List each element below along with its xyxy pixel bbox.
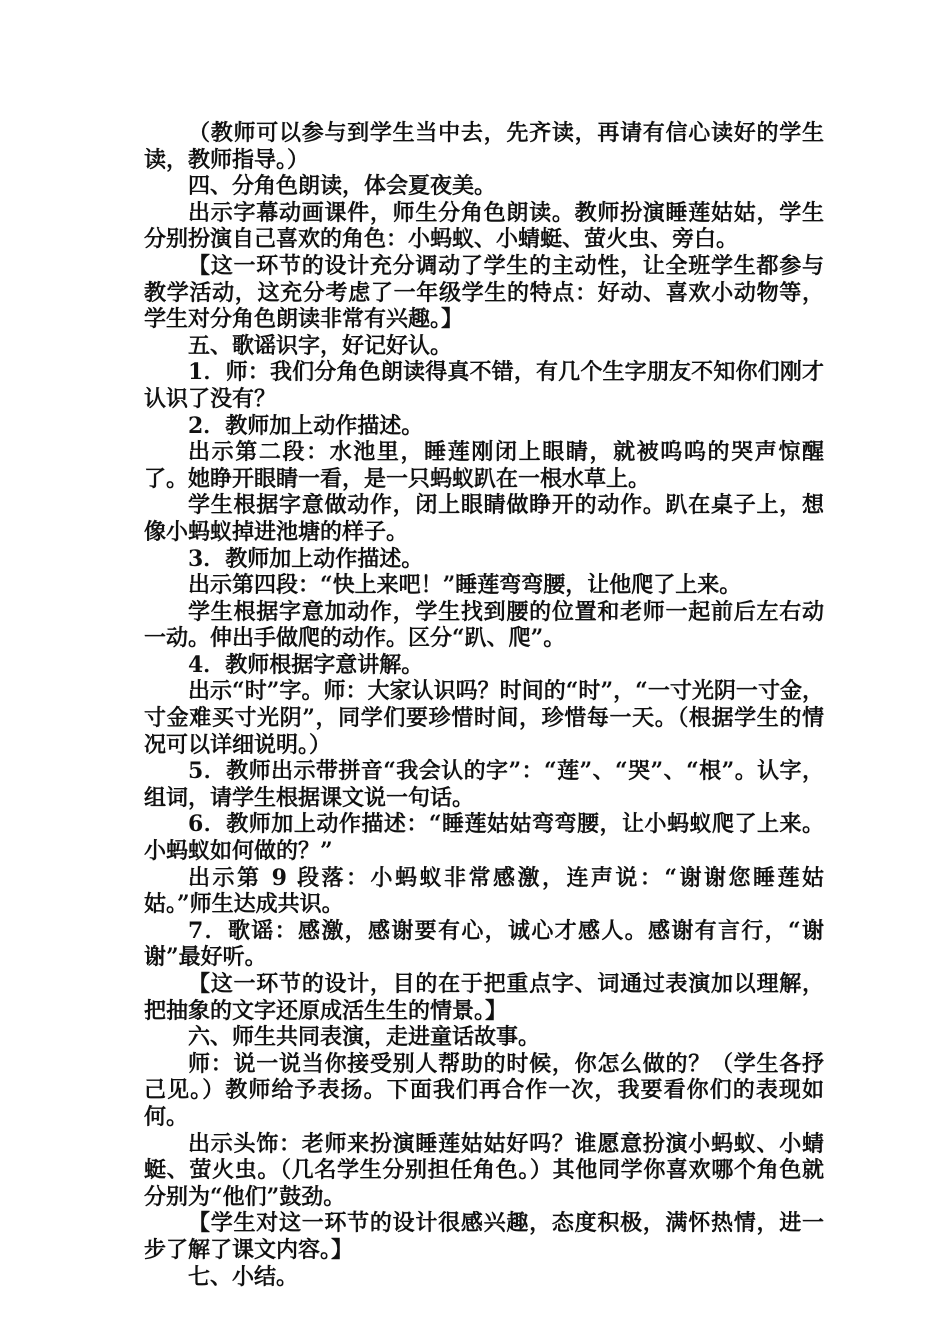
paragraph: 6．教师加上动作描述：“睡莲姑姑弯弯腰，让小蚂蚁爬了上来。小蚂蚁如何做的？” — [144, 811, 824, 865]
paragraph: 出示第 9 段落：小蚂蚁非常感激，连声说：“谢谢您睡莲姑姑。”师生达成共识。 — [144, 864, 824, 918]
paragraph: 2．教师加上动作描述。 — [188, 412, 424, 439]
paragraph: 师：说一说当你接受别人帮助的时候，你怎么做的？（学生各抒己见。）教师给予表扬。下面我们再合作一次，我要看你们的表现如何。 — [144, 1050, 824, 1130]
paragraph: 7．歌谣：感激，感谢要有心，诚心才感人。感谢有言行，“谢谢”最好听。 — [144, 917, 824, 971]
paragraph: 【学生对这一环节的设计很感兴趣，态度积极，满怀热情，进一步了解了课文内容。】 — [144, 1210, 824, 1263]
document-body — [144, 120, 824, 1290]
paragraph: 3．教师加上动作描述。 — [188, 545, 424, 572]
section-heading: 四、分角色朗读，体会夏夜美。 — [188, 173, 497, 200]
paragraph: 出示头饰：老师来扮演睡莲姑姑好吗？谁愿意扮演小蚂蚁、小蜻蜓、萤火虫。（几名学生分别担任角色。）其他同学你喜欢哪个角色就分别为“他们”鼓劲。 — [144, 1130, 824, 1210]
section-heading: 七、小结。 — [188, 1263, 299, 1290]
paragraph: 【这一环节的设计充分调动了学生的主动性，让全班学生都参与教学活动，这充分考虑了一年级学生的特点：好动、喜欢小动物等，学生对分角色朗读非常有兴趣。】 — [144, 252, 824, 333]
paragraph: 出示“时”字。师：大家认识吗？时间的“时”，“一寸光阴一寸金，寸金难买寸光阴”，同学们要珍惜时间，珍惜每一天。（根据学生的情况可以详细说明。） — [144, 678, 824, 758]
paragraph: 【这一环节的设计，目的在于把重点字、词通过表演加以理解，把抽象的文字还原成活生生的情景。】 — [144, 971, 824, 1024]
paragraph: 5．教师出示带拼音“我会认的字”：“莲”、“哭”、“根”。认字，组词，请学生根据课文说一句话。 — [144, 758, 824, 811]
paragraph: 出示第二段：水池里，睡莲刚闭上眼睛，就被呜呜的哭声惊醒了。她睁开眼睛一看，是一只蚂蚁趴在一根水草上。 — [144, 439, 824, 492]
paragraph: 出示字幕动画课件，师生分角色朗读。教师扮演睡莲姑姑，学生分别扮演自己喜欢的角色：小蚂蚁、小蜻蜓、萤火虫、旁白。 — [144, 199, 824, 253]
paragraph: 学生根据字意加动作，学生找到腰的位置和老师一起前后左右动一动。伸出手做爬的动作。区分“趴、爬”。 — [144, 598, 824, 652]
paragraph: 4．教师根据字意讲解。 — [188, 651, 424, 678]
paragraph: （教师可以参与到学生当中去，先齐读，再请有信心读好的学生读，教师指导。） — [144, 120, 824, 173]
paragraph: 学生根据字意做动作，闭上眼睛做睁开的动作。趴在桌子上，想像小蚂蚁掉进池塘的样子。 — [144, 492, 824, 545]
paragraph: 出示第四段：“快上来吧！”睡莲弯弯腰，让他爬了上来。 — [188, 572, 742, 599]
paragraph: 1．师：我们分角色朗读得真不错，有几个生字朋友不知你们刚才认识了没有？ — [144, 359, 824, 412]
section-heading: 六、师生共同表演，走进童话故事。 — [188, 1024, 541, 1051]
section-heading: 五、歌谣识字，好记好认。 — [188, 332, 453, 359]
